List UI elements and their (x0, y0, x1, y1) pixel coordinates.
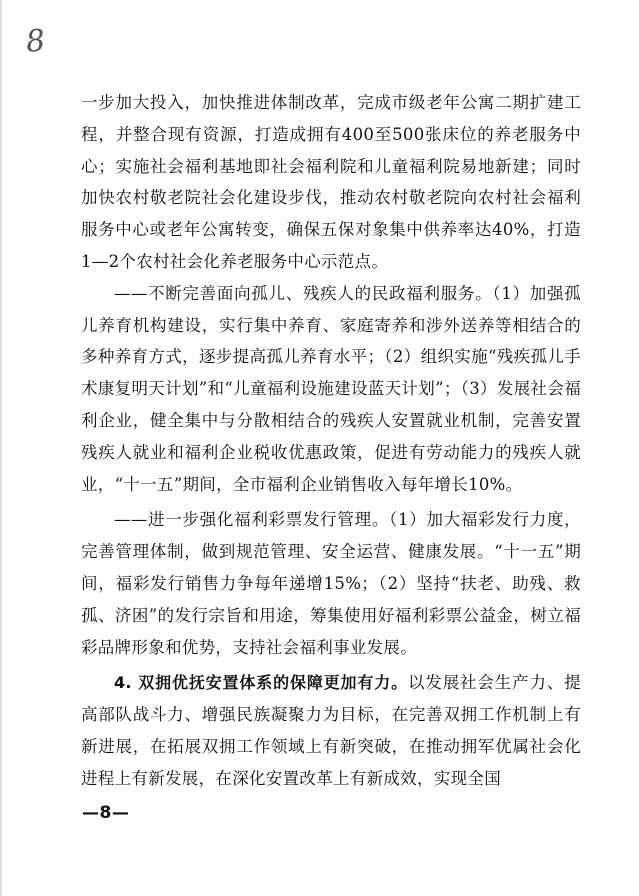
paragraph-double-support (81, 667, 581, 794)
page-number: —8— (82, 803, 130, 823)
paragraph-orphan-disabled-services (81, 278, 581, 501)
paragraph-welfare-lottery (81, 504, 581, 663)
paragraph-text: （1）加强孤儿养育机构建设，实行集中养育、家庭寄养和涉外送养等相结合的多种养育方式，逐步提高孤儿养育水平；（2）组织实施“残疾孤儿手术康复明天计划”和“儿童福利设施建设蓝天计划”；（3）发展社会福利企业，健全集中与分散相结合的残疾人安置就业机制，完善安置残疾人就业和福利企业税收优惠政策，促进有劳动能力的残疾人就业，“十一五”期间，全市福利企业销售收入每年增长10%。 (81, 283, 581, 494)
paragraph-lead: ——不断完善面向孤儿、残疾人的民政福利服务。 (114, 283, 493, 303)
scan-edge-shadow (0, 0, 3, 896)
paragraph-text: 一步加大投入，加快推进体制改革，完成市级老年公寓二期扩建工程，并整合现有资源，打造成拥有400至500张床位的养老服务中心；实施社会福利基地即社会福利院和儿童福利院易地新建；同时加快农村敬老院社会化建设步伐，推动农村敬老院向农村社会福利服务中心或老年公寓转变，确保五保对象集中供养率达40%，打造1—2个农村社会化养老服务中心示范点。 (81, 93, 581, 271)
handwritten-page-mark: 8 (24, 23, 48, 60)
section-heading: 4. 双拥优抚安置体系的保障更加有力。 (114, 673, 408, 693)
document-body (81, 87, 581, 795)
paragraph-lead: ——进一步强化福利彩票发行管理。 (114, 510, 390, 530)
paragraph-text: （1）加大福彩发行力度，完善管理体制，做到规范管理、安全运营、健康发展。“十一五”期间，福彩发行销售力争每年递增15%；（2）坚持“扶老、助残、救孤、济困”的发行宗旨和用途，筹集使用好福利彩票公益金，树立福彩品牌形象和优势，支持社会福利事业发展。 (81, 510, 581, 657)
paragraph-elderly-services (81, 87, 581, 278)
paragraph-text: 以发展社会生产力、提高部队战斗力、增强民族凝聚力为目标，在完善双拥工作机制上有新进展，在拓展双拥工作领域上有新突破，在推动拥军优属社会化进程上有新发展，在深化安置改革上有新成效，实现全国 (81, 673, 582, 788)
